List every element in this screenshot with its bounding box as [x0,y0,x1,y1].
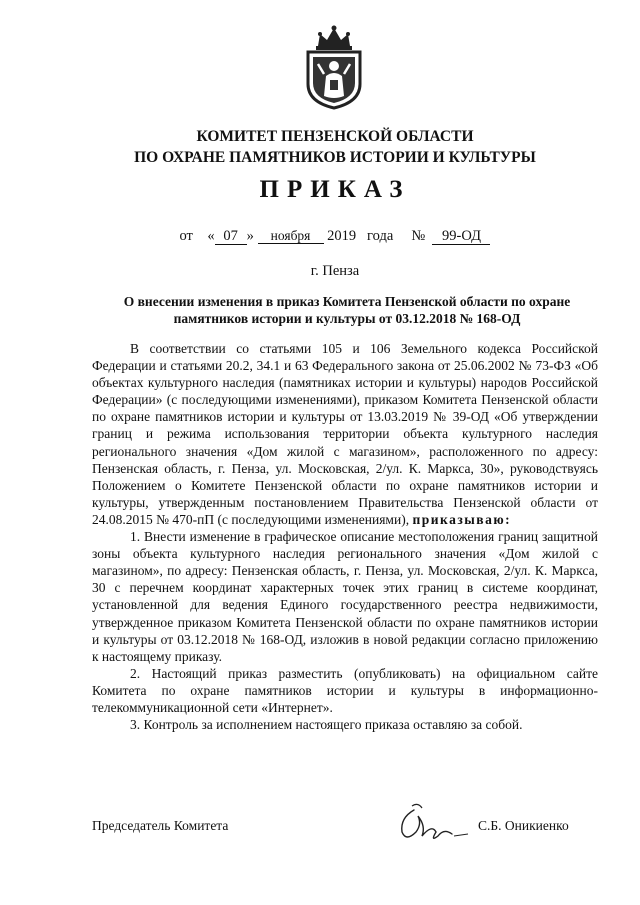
org-line-1: КОМИТЕТ ПЕНЗЕНСКОЙ ОБЛАСТИ [196,128,474,145]
order-word: приказываю: [412,511,512,527]
coat-of-arms-emblem [300,24,368,110]
quote-close: » [246,228,254,244]
order-subject: О внесении изменения в приказ Комитета Пензенской области по охране памятников истории и культуры от 03.12.2018 № 168-ОД [123,294,571,326]
quote-open: « [207,228,215,244]
from-label: от [179,228,193,244]
city-name: г. Пенза [310,263,360,279]
item-1: 1. Внести изменение в графическое описание местоположения границ защитной зоны объекта культурного наследия регионального значения «Дом жилой с магазином», по адресу: Пензенская область, г. Пенза, ул. Московская, 2/ул. К. Маркса, 30 с перечнем координат характерных точек этих границ в системе координат, установленной для ведения Единого государственного реестра недвижимости, утвержденное приказом Комитета Пензенской области по охране памятников истории и культуры от 03.12.2018 № 168-ОД, изложив в новой редакции согласно приложению к настоящему приказу. [92,529,598,664]
org-line-2: ПО ОХРАНЕ ПАМЯТНИКОВ ИСТОРИИ И КУЛЬТУРЫ [134,149,536,166]
document-title: ПРИКАЗ [259,176,411,203]
year-label: года [367,228,394,244]
organization-name [60,126,610,168]
number-sign: № [411,228,426,244]
order-body [92,340,598,733]
order-month: ноября [258,228,324,244]
date-line [60,228,610,245]
preamble-text: В соответствии со статьями 105 и 106 Земельного кодекса Российской Федерации и статьями 20.2, 34.1 и 63 Федерального закона от 25.06.2002 № 73-ФЗ «Об объектах культурного наследия (памятниках истории и культуры) народов Российской Федерации» (с последующими изменениями), приказом Комитета Пензенской области по охране памятников истории и культуры от 13.03.2019 № 39-ОД «Об утверждении границ и режима использования территории объекта культурного наследия регионального значения «Дом жилой с магазином», расположенного по адресу: Пензенская область, г. Пенза, ул. Московская, 2/ул. К. Маркса, 30», руководствуясь Положением о Комитете Пензенской области по охране памятников истории и культуры, утвержденным постановлением Правительства Пензенской области от 24.08.2015 № 470-пП (с последующими изменениями), [92,341,598,527]
item-3: 3. Контроль за исполнением настоящего приказа оставляю за собой. [130,717,523,733]
order-day: 07 [215,229,247,245]
signatory-name: С.Б. Оникиенко [478,818,569,833]
preamble-paragraph [92,340,598,528]
handwritten-signature [392,796,472,846]
order-number: 99-ОД [432,229,490,245]
signatory-position: Председатель Комитета [92,818,229,833]
order-year: 2019 [327,228,357,244]
item-2: 2. Настоящий приказ разместить (опубликовать) на официальном сайте Комитета по охране памятников истории и культуры в информационно-телекоммуникационной сети «Интернет». [92,665,598,715]
